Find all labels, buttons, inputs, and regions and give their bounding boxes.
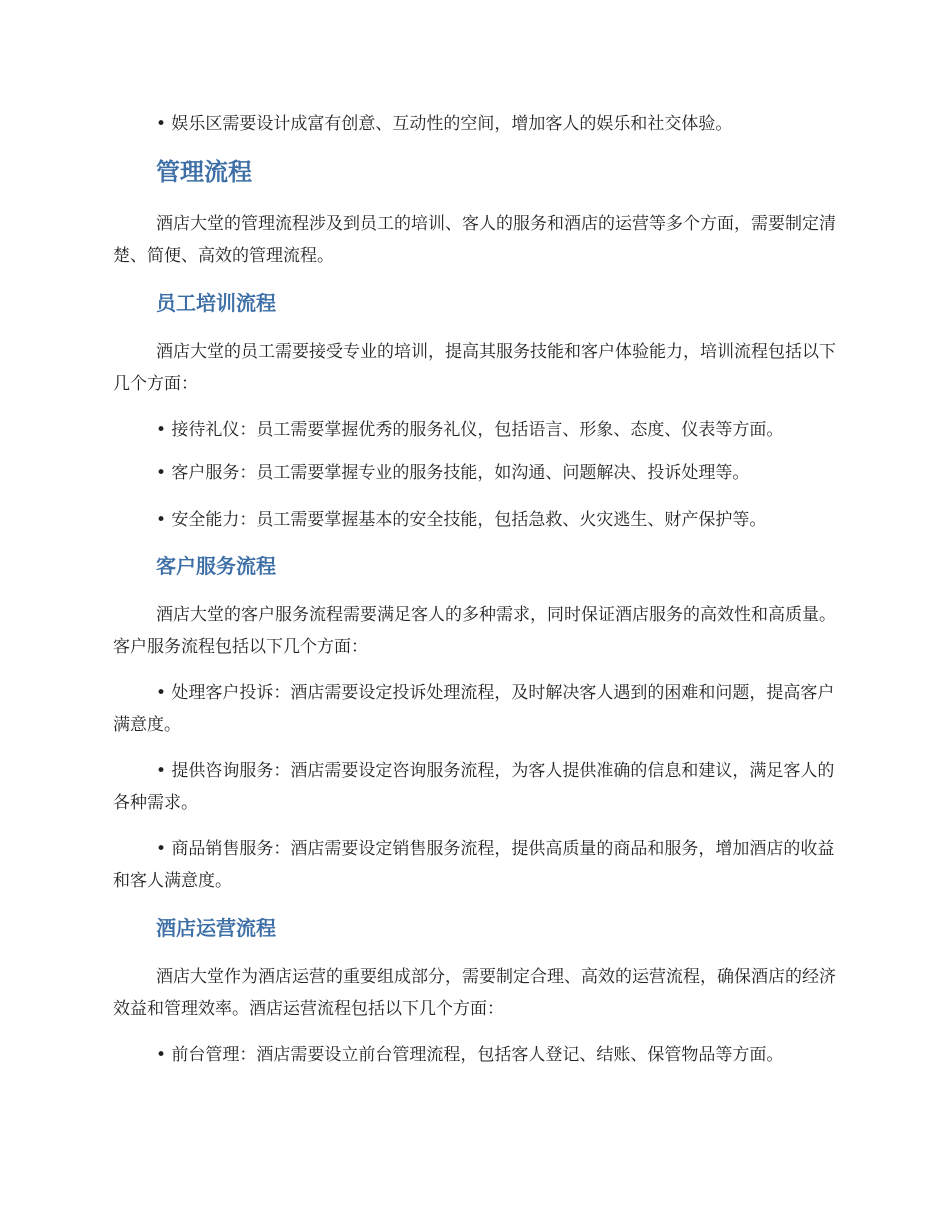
bullet-customer-service: • 客户服务：员工需要掌握专业的服务技能，如沟通、问题解决、投诉处理等。 (156, 463, 750, 483)
heading-hotel-operations: 酒店运营流程 (156, 916, 276, 940)
bullet-safety-skills: • 安全能力：员工需要掌握基本的安全技能，包括急救、火灾逃生、财产保护等。 (156, 510, 767, 530)
paragraph-customer-service: 酒店大堂的客户服务流程需要满足客人的多种需求，同时保证酒店服务的高效性和高质量。客户服务流程包括以下几个方面： (113, 605, 836, 657)
bullet-front-desk: • 前台管理：酒店需要设立前台管理流程，包括客人登记、结账、保管物品等方面。 (156, 1045, 784, 1065)
paragraph-hotel-operations: 酒店大堂作为酒店运营的重要组成部分，需要制定合理、高效的运营流程，确保酒店的经济效益和管理效率。酒店运营流程包括以下几个方面： (113, 967, 836, 1019)
bullet-consultation: • 提供咨询服务：酒店需要设定咨询服务流程，为客人提供准确的信息和建议，满足客人的各种需求。 (113, 761, 835, 813)
heading-staff-training: 员工培训流程 (156, 291, 276, 315)
bullet-complaints: • 处理客户投诉：酒店需要设定投诉处理流程，及时解决客人遇到的困难和问题，提高客户满意度。 (113, 683, 835, 735)
paragraph-staff-training: 酒店大堂的员工需要接受专业的培训，提高其服务技能和客户体验能力，培训流程包括以下几个方面： (113, 342, 836, 394)
bullet-reception-etiquette: • 接待礼仪：员工需要掌握优秀的服务礼仪，包括语言、形象、态度、仪表等方面。 (156, 420, 784, 440)
heading-management: 管理流程 (156, 158, 252, 186)
bullet-entertainment: • 娱乐区需要设计成富有创意、互动性的空间，增加客人的娱乐和社交体验。 (156, 114, 733, 134)
bullet-sales: • 商品销售服务：酒店需要设定销售服务流程，提供高质量的商品和服务，增加酒店的收益和客人满意度。 (113, 839, 835, 891)
paragraph-management: 酒店大堂的管理流程涉及到员工的培训、客人的服务和酒店的运营等多个方面，需要制定清楚、简便、高效的管理流程。 (113, 214, 836, 266)
heading-customer-service: 客户服务流程 (156, 554, 276, 578)
